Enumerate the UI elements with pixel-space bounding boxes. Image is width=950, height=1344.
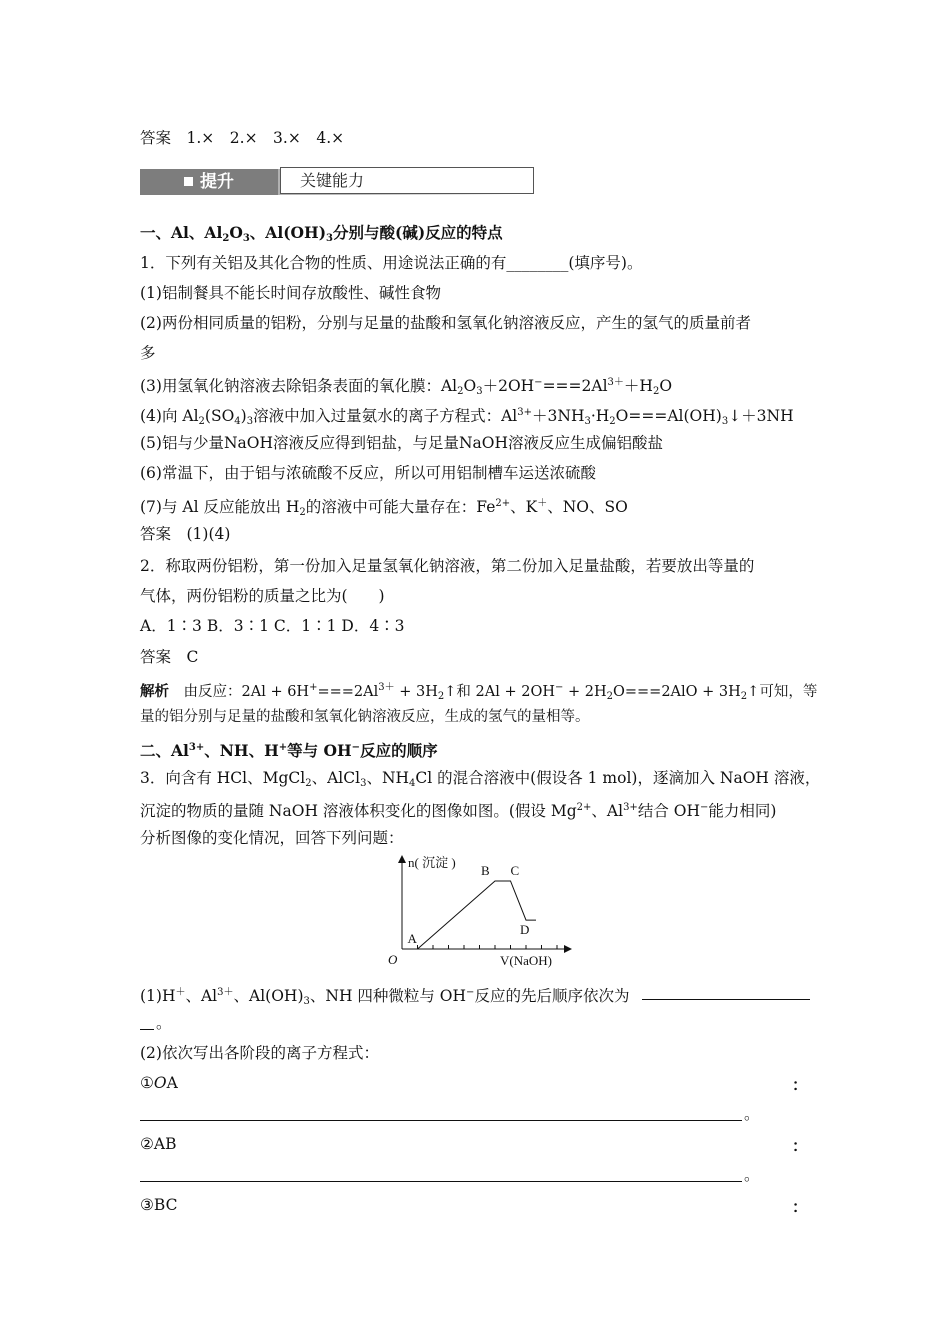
q1-item-6: (6)常温下，由于铝与浓硫酸不反应，所以可用铝制槽车运送浓硫酸 [140,464,596,482]
q1-item-7: (7)与 Al 反应能放出 $H_2$的溶液中可能大量存在：$Fe^{2+}$、K＋、NO、SO [140,498,628,518]
q2-options: A．1∶3 B．3∶1 C．1∶1 D．4∶3 [140,617,405,635]
step-oa-label: ①OA [140,1074,178,1092]
banner-left-label: 提升 [200,172,234,192]
q2-analysis-1: 解析 由反应：$2Al + 6H^+===2Al^{3+}$ + $3H_2↑$和 $2Al + 2OH^- + 2H_2O===2AlO$ + $3H_2↑$可知，等 [140,682,818,702]
answer-blank-oa[interactable] [140,1120,742,1121]
q1-item-5: (5)铝与少量NaOH溶液反应得到铝盐，与足量NaOH溶液反应生成偏铝酸盐 [140,434,664,452]
point-label-c: C [510,863,520,878]
q1-item-4: (4)向 $Al_2(SO_4)_3$溶液中加入过量氨水的离子方程式：$Al^{3+}+3NH_3\cdot H_2O===Al(OH)_3↓+3NH$ [140,407,794,427]
answer-top: 答案 1.× 2.× 3.× 4.× [140,129,345,147]
answer-blank-ab[interactable] [140,1181,742,1182]
q1-item-3: (3)用氢氧化钠溶液去除铝条表面的氧化膜：$Al_2O_3+2OH^-===2Al^{3+}+H_2O$ [140,377,673,397]
point-label-d: D [520,922,530,938]
step-ab-label: ②AB [140,1135,177,1153]
y-axis-label: n( 沉淀 ) [408,855,456,870]
step-oa-colon: ： [792,1075,808,1094]
square-bullet-icon [184,177,193,186]
q3-stem-2: 沉淀的物质的量随 NaOH 溶液体积变化的图像如图。(假设 $Mg^{2+}$、$Al^{3+}$结合 OH−能力相同) [140,802,777,820]
series-line [418,881,537,949]
step-ab-colon: ： [792,1136,808,1155]
q1-item-2-cont: 多 [140,344,156,362]
y-axis-arrow-icon [398,855,406,863]
point-label-b: B [481,863,490,878]
q2-answer: 答案 C [140,648,199,666]
x-ticks [418,945,558,949]
q2-stem-2: 气体，两份铝粉的质量之比为( ) [140,587,385,605]
step-bc-colon: ： [792,1197,808,1216]
q3-sub-1-end: 。 [156,1014,172,1032]
q1-answer: 答案 (1)(4) [140,525,231,543]
step-ab-period: 。 [744,1166,760,1184]
point-label-a: A [407,931,417,946]
q2-analysis-2: 量的铝分别与足量的盐酸和氢氧化钠溶液反应，生成的氢气的量相等。 [140,709,590,725]
q2-stem-1: 2．称取两份铝粉，第一份加入足量氢氧化钠溶液，第二份加入足量盐酸，若要放出等量的 [140,557,755,575]
x-axis-label: V(NaOH) [500,953,552,968]
q1-stem: 1．下列有关铝及其化合物的性质、用途说法正确的有________(填序号)。 [140,254,643,272]
q1-item-2: (2)两份相同质量的铝粉，分别与足量的盐酸和氢氧化钠溶液反应，产生的氢气的质量前者 [140,314,751,332]
origin-label: O [388,952,398,967]
step-oa-period: 。 [744,1105,760,1123]
answer-blank-1-cont[interactable] [140,1029,154,1030]
q1-item-1: (1)铝制餐具不能长时间存放酸性、碱性食物 [140,284,441,302]
x-axis-arrow-icon [564,945,572,953]
q3-stem-3: 分析图像的变化情况，回答下列问题： [140,829,404,847]
step-bc-label: ③BC [140,1196,178,1214]
banner-right-label: 关键能力 [300,171,365,190]
section-banner [140,167,518,197]
q3-sub-1: (1)H＋、$Al^{3+}$、$Al(OH)_3$、NH 四种微粒与 OH−反应的先后顺序依次为 [140,987,630,1007]
answer-blank-1[interactable] [642,999,810,1000]
q3-sub-2: (2)依次写出各阶段的离子方程式： [140,1044,379,1062]
section1-title: 一、Al、$Al_2O_3$、$Al(OH)_3$分别与酸(碱)反应的特点 [140,223,503,244]
q3-stem-1: 3．向含有 HCl、MgCl$_2$、AlCl$_3$、$NH_4Cl$ 的混合溶液中(假设各 1 mol)，逐滴加入 NaOH 溶液， [140,769,821,789]
section2-title: 二、$Al^{3+}$、NH、H+等与 OH−反应的顺序 [140,741,438,760]
precipitate-chart [380,853,580,975]
